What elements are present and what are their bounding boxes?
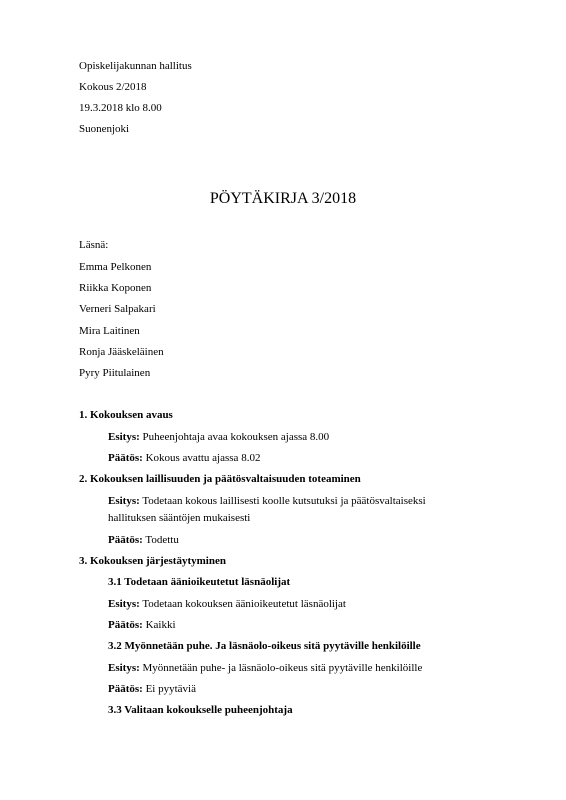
proposal-line — [108, 598, 346, 611]
subitem-heading: 3.2 Myönnetään puhe. Ja läsnäolo-oikeus sitä pyytäville henkilöille — [108, 640, 421, 652]
decision-text: Kaikki — [145, 619, 176, 631]
subitem-heading: 3.3 Valitaan kokoukselle puheenjohtaja — [108, 704, 293, 716]
agenda-heading: 2. Kokouksen laillisuuden ja päätösvaltaisuuden toteaminen — [79, 473, 361, 485]
proposal-label: Esitys: — [108, 495, 140, 507]
decision-line — [108, 534, 179, 547]
decision-line — [108, 683, 196, 696]
attendee-name: Riikka Koponen — [79, 282, 152, 294]
attendee-name: Mira Laitinen — [79, 325, 140, 337]
proposal-line — [108, 431, 329, 444]
org-name: Opiskelijakunnan hallitus — [79, 60, 192, 72]
decision-line — [108, 619, 176, 632]
proposal-label: Esitys: — [108, 662, 140, 674]
proposal-line — [108, 662, 422, 675]
agenda-heading: 3. Kokouksen järjestäytyminen — [79, 555, 226, 567]
document-title: PÖYTÄKIRJA 3/2018 — [209, 190, 357, 207]
decision-label: Päätös: — [108, 534, 143, 546]
proposal-line — [108, 495, 426, 508]
proposal-text: Puheenjohtaja avaa kokouksen ajassa 8.00 — [142, 431, 330, 443]
subitem-heading: 3.1 Todetaan äänioikeutetut läsnäolijat — [108, 576, 291, 588]
decision-line — [108, 452, 260, 465]
proposal-text: Todetaan kokous laillisesti koolle kutsutuksi ja päätösvaltaiseksi — [142, 495, 426, 507]
decision-text: Ei pyytäviä — [145, 683, 196, 695]
proposal-text: Myönnetään puhe- ja läsnäolo-oikeus sitä pyytäville henkilöille — [142, 662, 423, 674]
meeting-place: Suonenjoki — [79, 123, 130, 135]
decision-label: Päätös: — [108, 452, 143, 464]
proposal-label: Esitys: — [108, 598, 140, 610]
decision-label: Päätös: — [108, 619, 143, 631]
decision-text: Kokous avattu ajassa 8.02 — [145, 452, 261, 464]
agenda-heading: 1. Kokouksen avaus — [79, 409, 173, 421]
decision-text: Todettu — [145, 534, 179, 546]
decision-label: Päätös: — [108, 683, 143, 695]
proposal-continuation: hallituksen sääntöjen mukaisesti — [108, 512, 251, 524]
meeting-number: Kokous 2/2018 — [79, 81, 147, 93]
attendee-name: Verneri Salpakari — [79, 303, 156, 315]
attendee-name: Pyry Piitulainen — [79, 367, 151, 379]
proposal-label: Esitys: — [108, 431, 140, 443]
meeting-datetime: 19.3.2018 klo 8.00 — [79, 102, 162, 114]
attendance-label: Läsnä: — [79, 239, 109, 251]
attendee-name: Ronja Jääskeläinen — [79, 346, 164, 358]
proposal-text: Todetaan kokouksen äänioikeutetut läsnäolijat — [142, 598, 346, 610]
attendee-name: Emma Pelkonen — [79, 261, 152, 273]
